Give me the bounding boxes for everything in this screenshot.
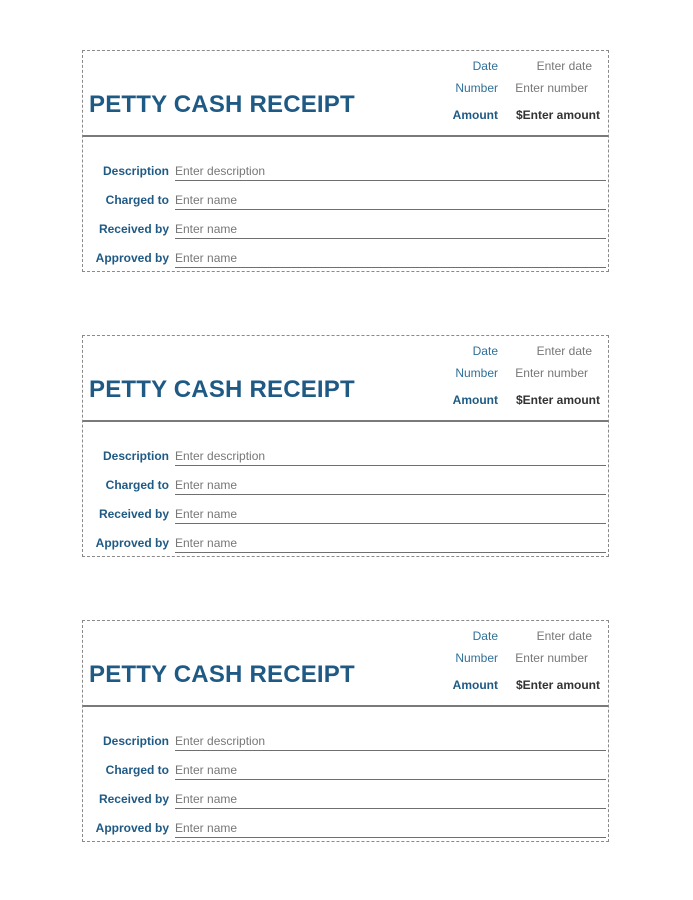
- received-by-field[interactable]: Enter name: [175, 220, 606, 239]
- charged-to-field[interactable]: Enter name: [175, 476, 606, 495]
- received-by-row: [83, 505, 608, 525]
- receipt-title: PETTY CASH RECEIPT: [89, 91, 355, 118]
- amount-field[interactable]: $Enter amount: [515, 678, 600, 692]
- received-by-label: Received by: [98, 507, 169, 521]
- receipt-2: [82, 335, 609, 557]
- number-row: [83, 651, 600, 667]
- description-field[interactable]: Enter description: [175, 162, 606, 181]
- date-label: Date: [472, 629, 498, 643]
- amount-row: [83, 108, 600, 124]
- amount-label: Amount: [452, 393, 498, 407]
- approved-by-field[interactable]: Enter name: [175, 819, 606, 838]
- description-field[interactable]: Enter description: [175, 447, 606, 466]
- amount-field[interactable]: $Enter amount: [515, 393, 600, 407]
- charged-to-field[interactable]: Enter name: [175, 191, 606, 210]
- number-label: Number: [455, 651, 498, 665]
- approved-by-label: Approved by: [95, 821, 169, 835]
- charged-to-label: Charged to: [105, 478, 169, 492]
- received-by-label: Received by: [98, 792, 169, 806]
- receipt-header: [83, 336, 608, 422]
- number-row: [83, 81, 600, 97]
- number-label: Number: [455, 81, 498, 95]
- charged-to-label: Charged to: [105, 763, 169, 777]
- date-row: [83, 59, 600, 75]
- receipt-header: [83, 621, 608, 707]
- amount-label: Amount: [452, 678, 498, 692]
- receipt-title: PETTY CASH RECEIPT: [89, 376, 355, 403]
- amount-label: Amount: [452, 108, 498, 122]
- date-field[interactable]: Enter date: [536, 344, 592, 358]
- date-label: Date: [472, 344, 498, 358]
- description-label: Description: [102, 449, 169, 463]
- charged-to-row: [83, 191, 608, 211]
- charged-to-row: [83, 761, 608, 781]
- number-row: [83, 366, 600, 382]
- approved-by-row: [83, 819, 608, 839]
- number-field[interactable]: Enter number: [515, 366, 588, 380]
- number-field[interactable]: Enter number: [515, 81, 588, 95]
- received-by-field[interactable]: Enter name: [175, 790, 606, 809]
- approved-by-field[interactable]: Enter name: [175, 534, 606, 553]
- number-label: Number: [455, 366, 498, 380]
- date-row: [83, 629, 600, 645]
- charged-to-field[interactable]: Enter name: [175, 761, 606, 780]
- amount-row: [83, 678, 600, 694]
- received-by-label: Received by: [98, 222, 169, 236]
- received-by-row: [83, 220, 608, 240]
- receipt-title: PETTY CASH RECEIPT: [89, 661, 355, 688]
- receipt-3: [82, 620, 609, 842]
- receipt-header: [83, 51, 608, 137]
- description-row: [83, 162, 608, 182]
- amount-row: [83, 393, 600, 409]
- description-field[interactable]: Enter description: [175, 732, 606, 751]
- charged-to-label: Charged to: [105, 193, 169, 207]
- description-row: [83, 732, 608, 752]
- description-label: Description: [102, 164, 169, 178]
- description-row: [83, 447, 608, 467]
- date-label: Date: [472, 59, 498, 73]
- date-field[interactable]: Enter date: [536, 59, 592, 73]
- number-field[interactable]: Enter number: [515, 651, 588, 665]
- date-row: [83, 344, 600, 360]
- date-field[interactable]: Enter date: [536, 629, 592, 643]
- description-label: Description: [102, 734, 169, 748]
- received-by-field[interactable]: Enter name: [175, 505, 606, 524]
- received-by-row: [83, 790, 608, 810]
- amount-field[interactable]: $Enter amount: [515, 108, 600, 122]
- approved-by-row: [83, 249, 608, 269]
- charged-to-row: [83, 476, 608, 496]
- approved-by-field[interactable]: Enter name: [175, 249, 606, 268]
- approved-by-label: Approved by: [95, 251, 169, 265]
- receipt-1: [82, 50, 609, 272]
- approved-by-label: Approved by: [95, 536, 169, 550]
- approved-by-row: [83, 534, 608, 554]
